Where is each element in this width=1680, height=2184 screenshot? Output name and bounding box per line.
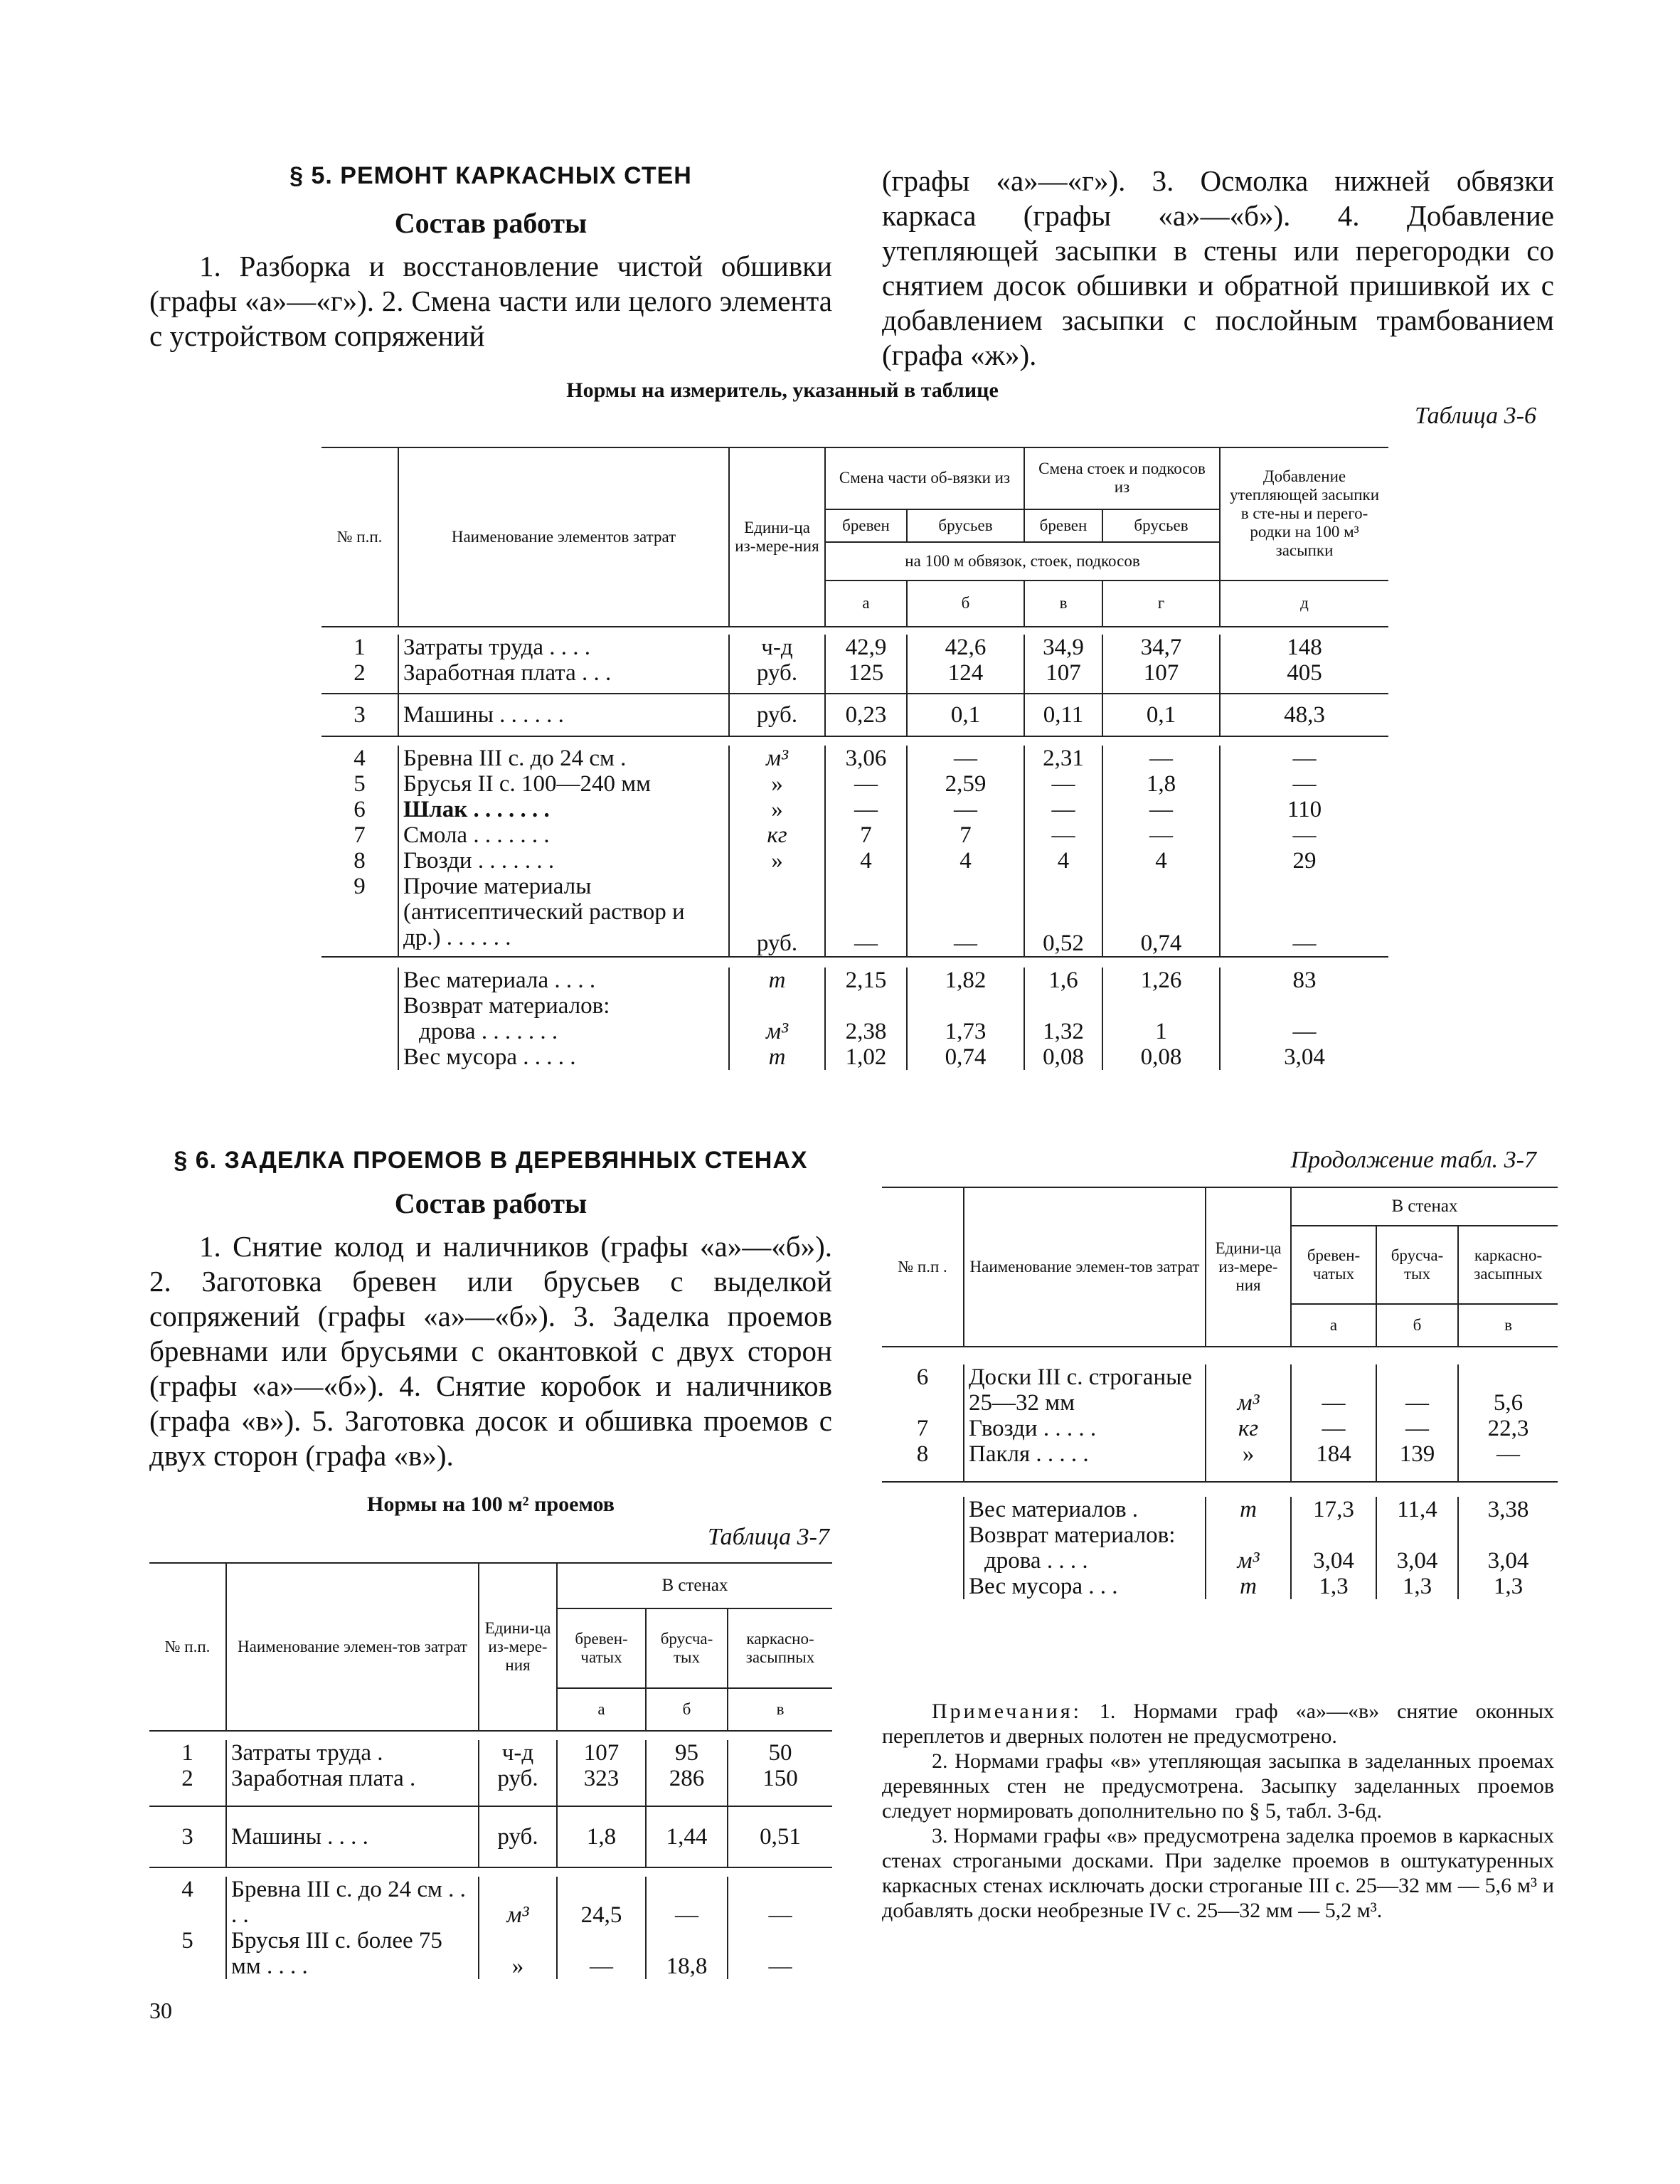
t37-row-b: —: [646, 1877, 728, 1928]
t37c-row-num: [882, 1548, 964, 1574]
t37c-row-v: 3,04: [1458, 1548, 1558, 1574]
t37-col-a: а: [557, 1688, 646, 1731]
t37c-row-v: 5,6: [1458, 1364, 1558, 1416]
t36-row-name: Заработная плата . . .: [398, 660, 729, 694]
t36-row-unit: т: [729, 968, 825, 993]
t37-row-num: 4: [181, 1877, 193, 1902]
t37c-header-unit: Едини-ца из-мере-ния: [1206, 1187, 1291, 1347]
t36-row-g: —: [1102, 797, 1220, 822]
t37c-row-a: —: [1291, 1364, 1376, 1416]
t36-row-v: —: [1024, 797, 1102, 822]
t36-row-d: —: [1220, 822, 1388, 848]
t36-row-v: 4: [1024, 848, 1102, 874]
t36-row-d: —: [1220, 1019, 1388, 1044]
t37-row-b: 95: [646, 1740, 728, 1766]
table-row: [149, 1766, 832, 1806]
notes-label: Примечания:: [932, 1700, 1082, 1723]
table-3-7: [149, 1562, 832, 1979]
table-row: [321, 660, 1388, 694]
t37c-row-a: 17,3: [1291, 1497, 1376, 1522]
t37c-row-unit: [1206, 1522, 1291, 1548]
t37c-row-b: —: [1376, 1364, 1458, 1416]
t37-row-unit: руб.: [479, 1806, 557, 1867]
t36-row-b: 0,1: [907, 694, 1024, 736]
t37c-row-v: —: [1458, 1441, 1558, 1482]
table-row: [321, 694, 1388, 736]
t37-col-v: в: [728, 1688, 832, 1731]
t37c-row-unit: т: [1206, 1574, 1291, 1599]
section6-text: [149, 1229, 832, 1473]
t37-row-a: 107: [557, 1740, 646, 1766]
t37-row-num: 3: [181, 1824, 193, 1850]
table-row: [321, 874, 1388, 957]
section6-norms-title: Нормы на 100 м² проемов: [367, 1493, 615, 1516]
t37c-row-a: 3,04: [1291, 1548, 1376, 1574]
t36-row-d: 48,3: [1220, 694, 1388, 736]
t36-row-b: 1,82: [907, 968, 1024, 993]
t37-header-c3: каркасно-засыпных: [728, 1608, 832, 1688]
t36-row-a: 2,15: [825, 968, 907, 993]
t37c-row-a: 1,3: [1291, 1574, 1376, 1599]
table-row: [882, 1522, 1558, 1548]
table-row: [321, 746, 1388, 771]
table-row: [882, 1574, 1558, 1599]
t36-row-unit: »: [729, 848, 825, 874]
t37-row-name: Брусья III с. более 75 мм . . . .: [226, 1928, 479, 1979]
t37-row-unit: руб.: [479, 1766, 557, 1806]
t37c-row-v: 1,3: [1458, 1574, 1558, 1599]
t37-header-group: В стенах: [557, 1563, 832, 1608]
t36-row-v: —: [1024, 771, 1102, 797]
t36-row-v: 2,31: [1024, 746, 1102, 771]
t36-row-g: —: [1102, 822, 1220, 848]
section5-norms-title: Нормы на измеритель, указанный в таблице: [566, 378, 999, 402]
section5-paragraph-right: (графы «а»—«г»). 3. Осмолка нижней обвязки каркаса (графы «а»—«б»). 4. Добавление утепляющей засыпки в стены или перегородки со снятием досок обшивки и обратной пришивкой их с добавлением засыпки с послойным трамбованием (графа «ж»).: [882, 164, 1554, 371]
t36-row-d: —: [1220, 874, 1388, 957]
table-row: [149, 1928, 832, 1979]
note-1: [882, 1699, 1554, 1749]
table-row: [882, 1441, 1558, 1482]
t37-row-name: Бревна III с. до 24 см . . . .: [226, 1877, 479, 1928]
t37c-row-unit: »: [1206, 1441, 1291, 1482]
t36-row-a: 4: [825, 848, 907, 874]
t36-row-a: 2,38: [825, 1019, 907, 1044]
table-row: [882, 1416, 1558, 1441]
t37-row-b: 286: [646, 1766, 728, 1806]
t36-row-name: Возврат материалов:: [398, 993, 729, 1019]
t37c-row-name: Вес материалов .: [964, 1497, 1206, 1522]
t36-row-g: —: [1102, 746, 1220, 771]
t36-row-d: 29: [1220, 848, 1388, 874]
t36-row-unit: »: [729, 771, 825, 797]
t37c-header-name: Наименование элемен-тов затрат: [964, 1187, 1206, 1347]
table36-caption: Таблица 3-6: [1415, 403, 1536, 429]
t37c-row-v: [1458, 1522, 1558, 1548]
t36-col-b: б: [907, 581, 1024, 627]
t36-row-unit: руб.: [729, 874, 825, 957]
t36-row-unit: [729, 993, 825, 1019]
t37-row-v: —: [728, 1928, 832, 1979]
t37c-row-unit: кг: [1206, 1416, 1291, 1441]
t37-row-b: 18,8: [646, 1928, 728, 1979]
t37c-row-b: 11,4: [1376, 1497, 1458, 1522]
t37c-col-a: а: [1291, 1304, 1376, 1347]
t37-header-c1: бревен-чатых: [557, 1608, 646, 1688]
t37c-row-b: [1376, 1522, 1458, 1548]
t36-row-a: 125: [825, 660, 907, 694]
t36-row-unit: т: [729, 1044, 825, 1070]
section5-subheading: Состав работы: [394, 207, 588, 239]
t36-row-d: 83: [1220, 968, 1388, 993]
t36-row-num: 5: [353, 771, 366, 797]
section6-subheading: Состав работы: [394, 1187, 588, 1219]
t37-row-a: 323: [557, 1766, 646, 1806]
t36-header-beams-b: брусьев: [907, 509, 1024, 542]
t36-row-v: 1,32: [1024, 1019, 1102, 1044]
t36-row-g: 1: [1102, 1019, 1220, 1044]
t36-row-name: Брусья II с. 100—240 мм: [398, 771, 729, 797]
t36-row-b: 0,74: [907, 1044, 1024, 1070]
t36-col-v: в: [1024, 581, 1102, 627]
t36-row-a: —: [825, 771, 907, 797]
t36-row-b: 4: [907, 848, 1024, 874]
t36-col-g: г: [1102, 581, 1220, 627]
t37c-row-name: дрова . . . .: [964, 1548, 1206, 1574]
page-number: 30: [149, 1998, 172, 2023]
t37-row-unit: ч-д: [479, 1740, 557, 1766]
t36-col-a: а: [825, 581, 907, 627]
t37-row-unit: »: [479, 1928, 557, 1979]
t36-row-a: —: [825, 874, 907, 957]
table-row: [149, 1806, 832, 1867]
t37c-row-b: 1,3: [1376, 1574, 1458, 1599]
t37c-header-group: В стенах: [1291, 1187, 1558, 1226]
notes: [882, 1699, 1554, 1923]
table-3-6: [321, 447, 1388, 1070]
t37c-col-b: б: [1376, 1304, 1458, 1347]
table37-caption: Таблица 3-7: [708, 1524, 829, 1550]
t37c-row-v: 3,38: [1458, 1497, 1558, 1522]
t36-row-num: 8: [353, 848, 366, 874]
t37-row-v: 0,51: [728, 1806, 832, 1867]
t36-row-b: 124: [907, 660, 1024, 694]
note-1-text: 1. Нормами граф «а»—«в» снятие оконных переплетов и дверных полотен не предусмотрено.: [882, 1700, 1554, 1748]
t36-row-a: 3,06: [825, 746, 907, 771]
table-row: [321, 635, 1388, 660]
t37-row-a: 1,8: [557, 1806, 646, 1867]
t36-row-unit: ч-д: [729, 635, 825, 660]
t36-row-num: 9: [353, 874, 366, 899]
table-row: [321, 771, 1388, 797]
table-row: [882, 1548, 1558, 1574]
t36-row-name: Гвозди . . . . . . .: [398, 848, 729, 874]
section5-heading: § 5. РЕМОНТ КАРКАСНЫХ СТЕН: [289, 162, 692, 189]
t36-header-logs-a: бревен: [825, 509, 907, 542]
t36-header-group3: Добавление утепляющей засыпки в сте-ны и перего-родки на 100 м³ засыпки: [1220, 447, 1388, 581]
t36-row-unit: м³: [729, 746, 825, 771]
t36-header-logs-v: бревен: [1024, 509, 1102, 542]
t36-row-g: 0,1: [1102, 694, 1220, 736]
t36-row-g: [1102, 993, 1220, 1019]
t37c-header-c3: каркасно-засыпных: [1458, 1226, 1558, 1304]
t37c-row-num: [882, 1497, 964, 1522]
t36-row-v: —: [1024, 822, 1102, 848]
t36-col-d: д: [1220, 581, 1388, 627]
t36-row-b: 2,59: [907, 771, 1024, 797]
t36-header-name: Наименование элементов затрат: [398, 447, 729, 627]
note-2: 2. Нормами графы «в» утепляющая засыпка в заделанных проемах деревянных стен не предусмотрена. Засыпку заделанных проемов следует нормировать дополнительно по § 5, табл. 3-6д.: [882, 1749, 1554, 1823]
table-row: [149, 1740, 832, 1766]
t37c-row-a: —: [1291, 1416, 1376, 1441]
t36-row-name: Прочие материалы (антисептический раствор и др.) . . . . . .: [398, 874, 729, 957]
t37c-row-name: Вес мусора . . .: [964, 1574, 1206, 1599]
t36-row-name: Затраты труда . . . .: [398, 635, 729, 660]
t37-row-b: 1,44: [646, 1806, 728, 1867]
t36-row-g: 1,26: [1102, 968, 1220, 993]
table-row: [321, 968, 1388, 993]
table-row: [321, 848, 1388, 874]
t37c-row-unit: м³: [1206, 1364, 1291, 1416]
t36-row-b: 42,6: [907, 635, 1024, 660]
table-row: [882, 1497, 1558, 1522]
t36-header-group1: Смена части об-вязки из: [825, 447, 1024, 509]
t37-row-a: —: [557, 1928, 646, 1979]
t36-row-name: Машины . . . . . .: [398, 694, 729, 736]
t37-row-v: 50: [728, 1740, 832, 1766]
t36-row-num: 4: [353, 746, 366, 771]
t36-row-d: 148: [1220, 635, 1388, 660]
t36-row-unit: »: [729, 797, 825, 822]
table-row: [882, 1364, 1558, 1416]
t37c-header-num: № п.п .: [898, 1258, 947, 1276]
note-3: 3. Нормами графы «в» предусмотрена заделка проемов в каркасных стенах строгаными досками. При заделке проемов в оштукатуренных каркасных стенах исключать доски строганые III с. 25—32 мм — 5,6 м³ и добавлять доски необрезные IV с. 25—32 мм — 5,2 м³.: [882, 1824, 1554, 1922]
t37-col-b: б: [646, 1688, 728, 1731]
t36-header-unit: Едини-ца из-мере-ния: [729, 447, 825, 627]
t36-row-g: 1,8: [1102, 771, 1220, 797]
t36-row-name: Вес мусора . . . . .: [398, 1044, 729, 1070]
table-3-7-continued: [882, 1187, 1558, 1599]
t36-row-name: дрова . . . . . . .: [398, 1019, 729, 1044]
t36-row-a: [825, 993, 907, 1019]
t37-header-unit: Едини-ца из-мере-ния: [479, 1563, 557, 1731]
t36-row-num: 3: [353, 702, 366, 728]
t36-row-unit: руб.: [729, 660, 825, 694]
t37c-row-unit: м³: [1206, 1548, 1291, 1574]
section5-paragraph-left: 1. Разборка и восстановление чистой обшивки (графы «а»—«г»). 2. Смена части или целого элемента с устройством сопряжений: [149, 250, 832, 352]
section6-paragraph: 1. Снятие колод и наличников (графы «а»—«б»). 2. Заготовка бревен или брусьев с выделкой сопряжений (графы «а»—«б»). 3. Заделка проемов бревнами или брусьями с окантовкой с двух сторон (графы «а»—«б»). 4. Снятие коробок и наличников (графа «в»). 5. Заготовка досок и обшивка проемов с двух сторон (графа «в»).: [149, 1230, 832, 1472]
t37c-row-v: 22,3: [1458, 1416, 1558, 1441]
t37c-row-name: Доски III с. строганые 25—32 мм: [964, 1364, 1206, 1416]
t36-row-b: —: [907, 874, 1024, 957]
t37-row-num: 5: [181, 1928, 193, 1954]
t36-row-g: 107: [1102, 660, 1220, 694]
t36-row-a: 1,02: [825, 1044, 907, 1070]
section5-text-right: [882, 164, 1554, 373]
t37-header-name: Наименование элемен-тов затрат: [226, 1563, 479, 1731]
t37c-row-unit: т: [1206, 1497, 1291, 1522]
t36-row-g: 0,08: [1102, 1044, 1220, 1070]
t37-row-v: 150: [728, 1766, 832, 1806]
t36-row-d: [1220, 993, 1388, 1019]
t37c-row-b: —: [1376, 1416, 1458, 1441]
t36-row-b: 7: [907, 822, 1024, 848]
t37-header-num: № п.п.: [164, 1638, 211, 1655]
t36-row-d: 405: [1220, 660, 1388, 694]
t36-row-unit: м³: [729, 1019, 825, 1044]
t36-row-v: 0,52: [1024, 874, 1102, 957]
t36-row-num: 7: [353, 822, 366, 848]
t36-row-g: 0,74: [1102, 874, 1220, 957]
t37-row-name: Затраты труда .: [226, 1740, 479, 1766]
t36-row-num: [321, 968, 398, 993]
t36-row-name: Шлак . . . . . . .: [398, 797, 729, 822]
t37c-row-name: Пакля . . . . .: [964, 1441, 1206, 1482]
table-row: [321, 1019, 1388, 1044]
t36-row-num: [321, 993, 398, 1019]
t37-row-name: Заработная плата .: [226, 1766, 479, 1806]
t36-row-a: —: [825, 797, 907, 822]
t36-row-d: 110: [1220, 797, 1388, 822]
t36-header-num: № п.п.: [336, 528, 383, 546]
t36-row-num: [321, 1044, 398, 1070]
t37c-row-num: [882, 1522, 964, 1548]
t37c-row-b: 3,04: [1376, 1548, 1458, 1574]
t37-row-num: 2: [181, 1766, 193, 1791]
t37c-row-a: [1291, 1522, 1376, 1548]
table-row: [321, 993, 1388, 1019]
t36-row-d: 3,04: [1220, 1044, 1388, 1070]
t36-row-num: 1: [353, 635, 366, 660]
t37c-row-name: Гвозди . . . . .: [964, 1416, 1206, 1441]
t37c-row-b: 139: [1376, 1441, 1458, 1482]
t36-row-v: 1,6: [1024, 968, 1102, 993]
t37-row-name: Машины . . . .: [226, 1806, 479, 1867]
t36-row-num: 6: [353, 797, 366, 822]
t36-header-beams-g: брусьев: [1102, 509, 1220, 542]
t36-row-d: —: [1220, 746, 1388, 771]
t36-row-a: 42,9: [825, 635, 907, 660]
t36-row-v: 34,9: [1024, 635, 1102, 660]
t37c-row-num: 7: [916, 1416, 929, 1441]
section5-text-left: [149, 249, 832, 354]
t37-header-c2: брусча-тых: [646, 1608, 728, 1688]
table-row: [149, 1877, 832, 1928]
t36-row-name: Вес материала . . . .: [398, 968, 729, 993]
t36-row-unit: руб.: [729, 694, 825, 736]
table-row: [321, 1044, 1388, 1070]
t37-row-num: 1: [181, 1740, 193, 1766]
t36-row-b: —: [907, 797, 1024, 822]
t37c-row-name: Возврат материалов:: [964, 1522, 1206, 1548]
t36-row-d: —: [1220, 771, 1388, 797]
t36-row-v: 0,11: [1024, 694, 1102, 736]
t36-row-v: [1024, 993, 1102, 1019]
t36-row-name: Смола . . . . . . .: [398, 822, 729, 848]
t37c-header-c2: брусча-тых: [1376, 1226, 1458, 1304]
t37c-row-num: 6: [916, 1364, 929, 1390]
t36-row-name: Бревна III с. до 24 см .: [398, 746, 729, 771]
t36-row-g: 34,7: [1102, 635, 1220, 660]
t36-row-b: —: [907, 746, 1024, 771]
t36-header-per100: на 100 м обвязок, стоек, подкосов: [825, 542, 1220, 581]
t36-row-num: 2: [353, 660, 366, 686]
t36-row-b: [907, 993, 1024, 1019]
table37-cont-caption: Продолжение табл. 3-7: [1290, 1147, 1536, 1173]
table-row: [321, 797, 1388, 822]
t37c-header-c1: бревен-чатых: [1291, 1226, 1376, 1304]
t36-row-a: 0,23: [825, 694, 907, 736]
t37-row-a: 24,5: [557, 1877, 646, 1928]
t36-row-num: [321, 1019, 398, 1044]
t36-header-group2: Смена стоек и подкосов из: [1024, 447, 1220, 509]
t37-row-v: —: [728, 1877, 832, 1928]
table-row: [321, 822, 1388, 848]
t37c-row-a: 184: [1291, 1441, 1376, 1482]
t36-row-a: 7: [825, 822, 907, 848]
t37-row-unit: м³: [479, 1877, 557, 1928]
t36-row-unit: кг: [729, 822, 825, 848]
t37c-col-v: в: [1458, 1304, 1558, 1347]
t37c-row-num: 8: [916, 1441, 929, 1467]
t36-row-v: 0,08: [1024, 1044, 1102, 1070]
t36-row-b: 1,73: [907, 1019, 1024, 1044]
section6-heading: § 6. ЗАДЕЛКА ПРОЕМОВ В ДЕРЕВЯННЫХ СТЕНАХ: [174, 1147, 808, 1174]
t37c-row-num: [882, 1574, 964, 1599]
t36-row-v: 107: [1024, 660, 1102, 694]
t36-row-g: 4: [1102, 848, 1220, 874]
